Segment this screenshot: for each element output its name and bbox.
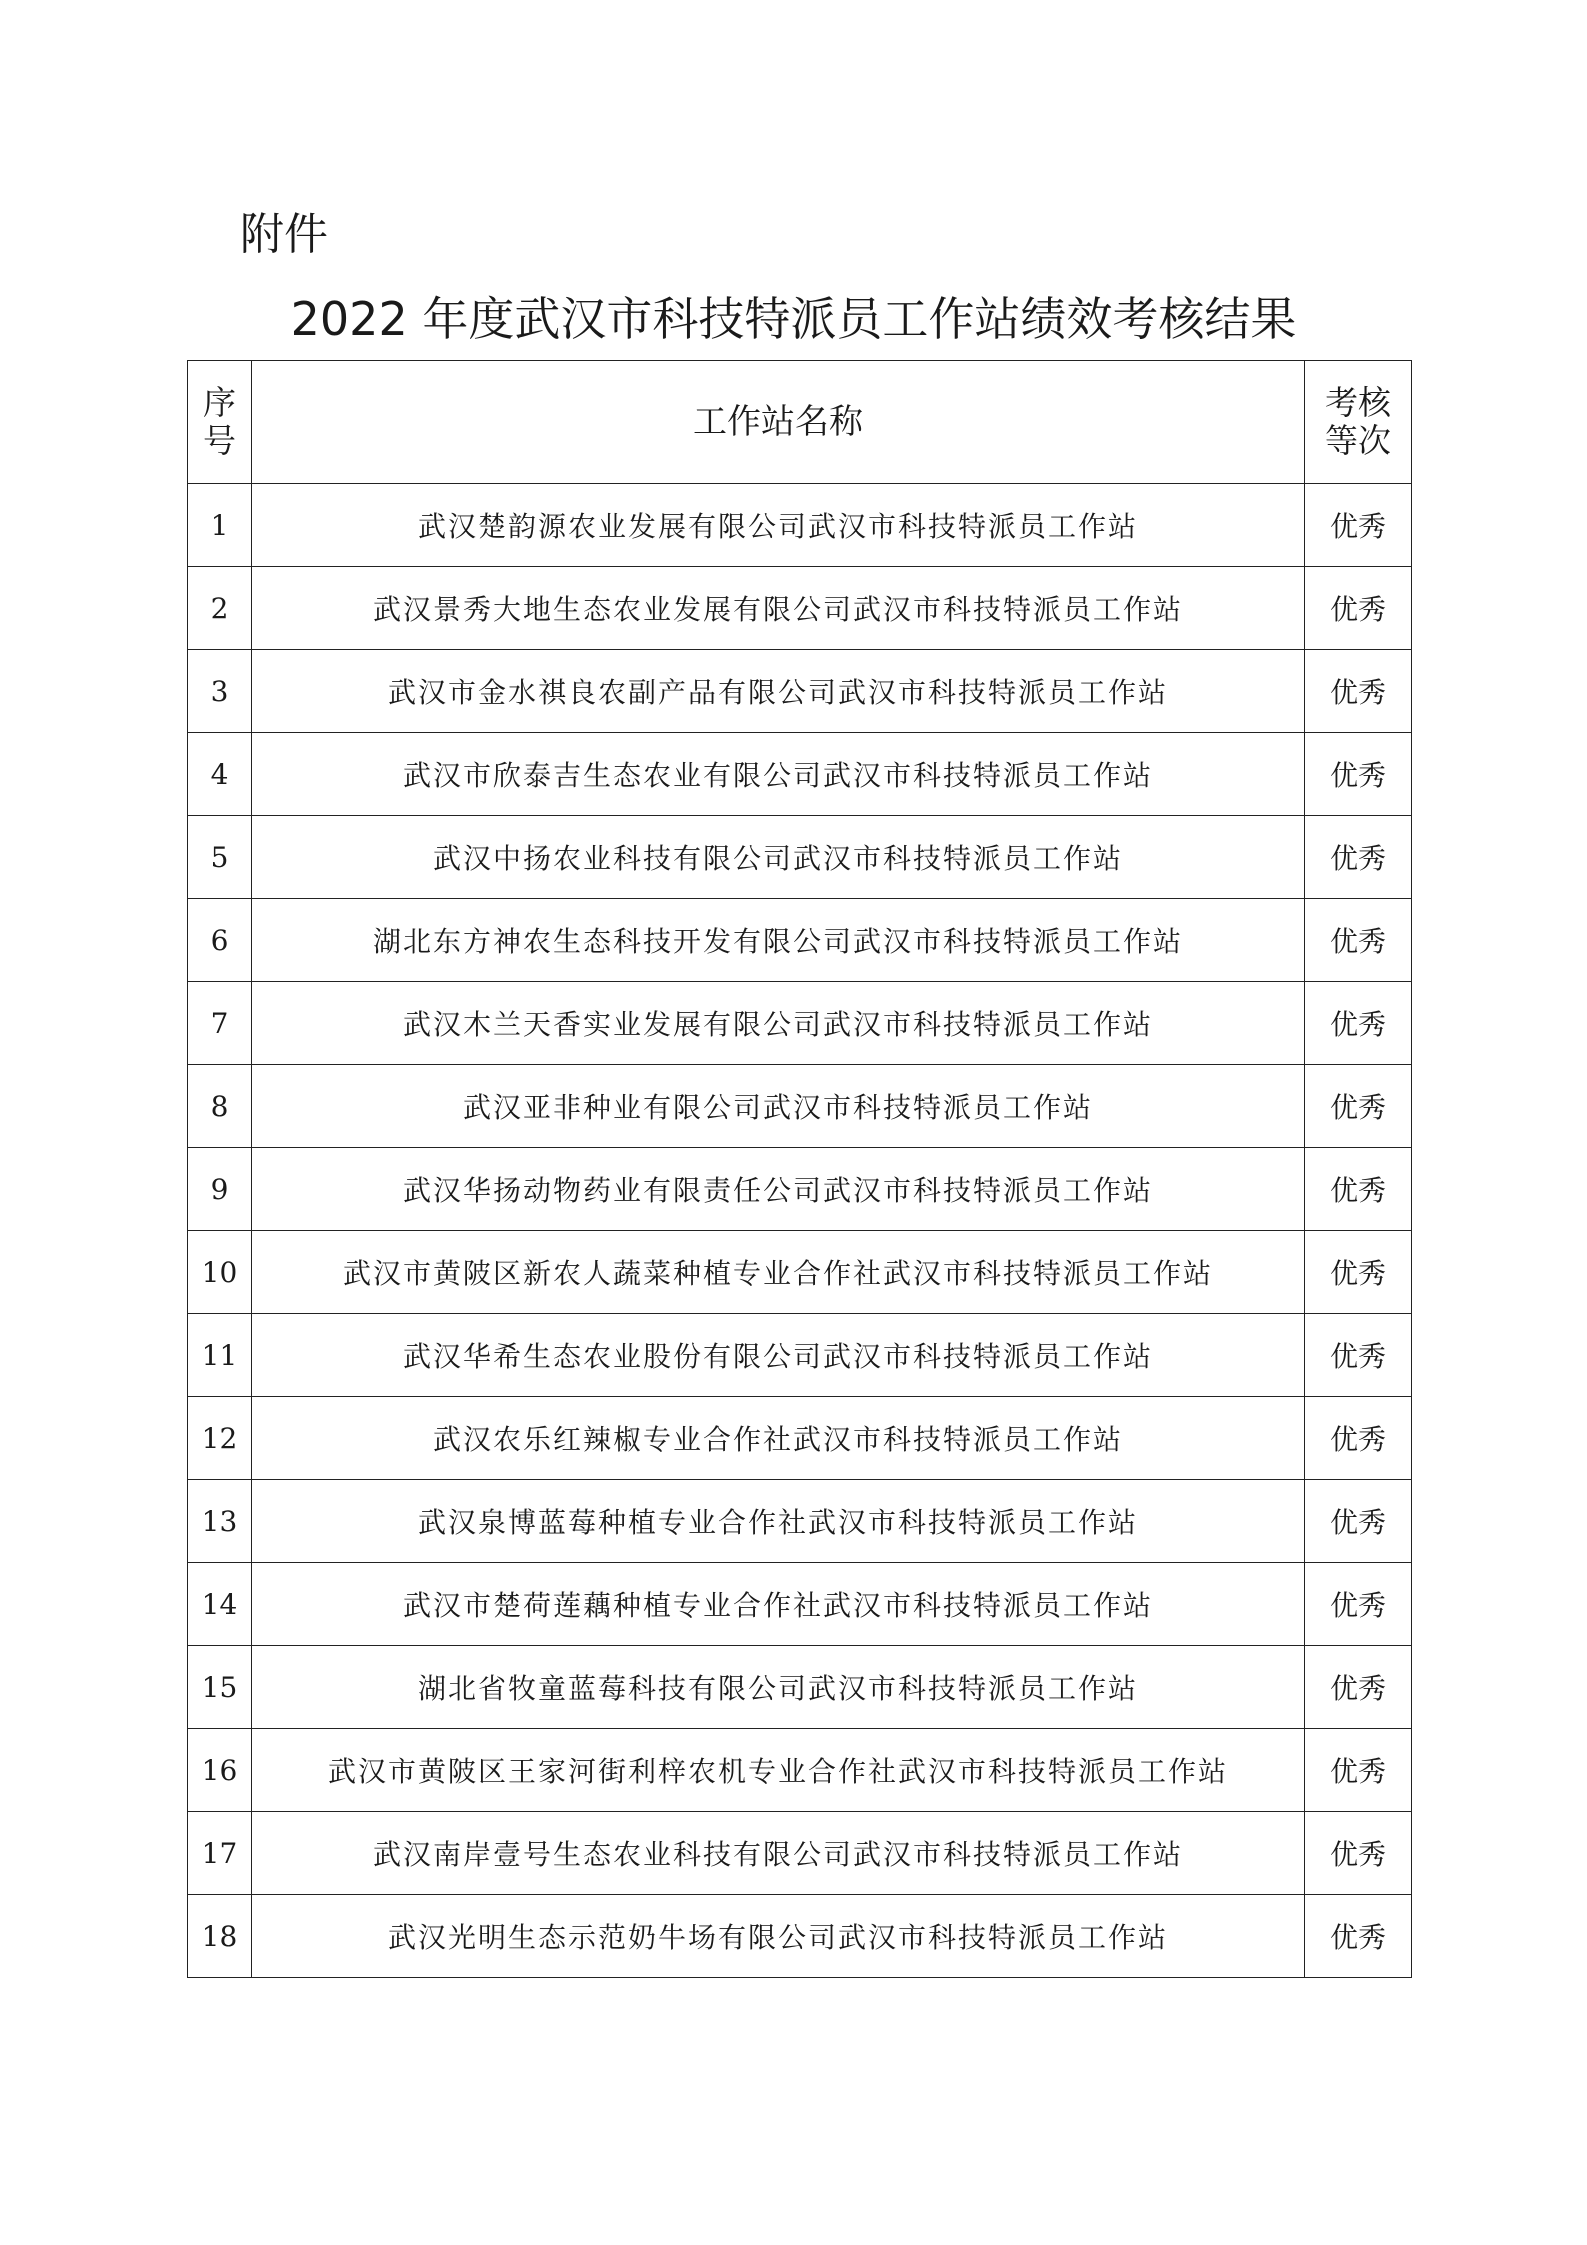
serial-number-cell: 5 xyxy=(188,816,252,899)
document-title: 2022 年度武汉市科技特派员工作站绩效考核结果 xyxy=(290,292,1297,346)
grade-cell: 优秀 xyxy=(1305,567,1412,650)
station-name-cell: 武汉华希生态农业股份有限公司武汉市科技特派员工作站 xyxy=(252,1314,1305,1397)
station-name-cell: 湖北省牧童蓝莓科技有限公司武汉市科技特派员工作站 xyxy=(252,1646,1305,1729)
serial-number-cell: 16 xyxy=(188,1729,252,1812)
table-row xyxy=(188,899,1412,982)
table-row xyxy=(188,1397,1412,1480)
serial-number-cell: 7 xyxy=(188,982,252,1065)
header-grade-line2: 等次 xyxy=(1325,421,1391,460)
station-name-cell: 武汉市黄陂区王家河街利梓农机专业合作社武汉市科技特派员工作站 xyxy=(252,1729,1305,1812)
grade-cell: 优秀 xyxy=(1305,1480,1412,1563)
results-table xyxy=(187,360,1412,1978)
table-header xyxy=(188,361,1412,484)
serial-number-cell: 3 xyxy=(188,650,252,733)
table-row xyxy=(188,484,1412,567)
table-row xyxy=(188,650,1412,733)
table-row xyxy=(188,1480,1412,1563)
serial-number-cell: 1 xyxy=(188,484,252,567)
station-name-cell: 武汉中扬农业科技有限公司武汉市科技特派员工作站 xyxy=(252,816,1305,899)
station-name-cell: 武汉农乐红辣椒专业合作社武汉市科技特派员工作站 xyxy=(252,1397,1305,1480)
attachment-label: 附件 xyxy=(240,209,328,260)
grade-cell: 优秀 xyxy=(1305,733,1412,816)
serial-number-cell: 9 xyxy=(188,1148,252,1231)
table-row xyxy=(188,1148,1412,1231)
serial-number-cell: 4 xyxy=(188,733,252,816)
header-grade-line1: 考核 xyxy=(1325,383,1391,422)
table-row xyxy=(188,1563,1412,1646)
station-name-cell: 武汉光明生态示范奶牛场有限公司武汉市科技特派员工作站 xyxy=(252,1895,1305,1978)
header-grade xyxy=(1305,361,1412,484)
table-row xyxy=(188,733,1412,816)
serial-number-cell: 6 xyxy=(188,899,252,982)
grade-cell: 优秀 xyxy=(1305,1729,1412,1812)
header-serial-number xyxy=(188,361,252,484)
header-row xyxy=(188,361,1412,484)
grade-cell: 优秀 xyxy=(1305,484,1412,567)
serial-number-cell: 11 xyxy=(188,1314,252,1397)
serial-number-cell: 13 xyxy=(188,1480,252,1563)
station-name-cell: 武汉市楚荷莲藕种植专业合作社武汉市科技特派员工作站 xyxy=(252,1563,1305,1646)
table-row xyxy=(188,1812,1412,1895)
grade-cell: 优秀 xyxy=(1305,1646,1412,1729)
serial-number-cell: 14 xyxy=(188,1563,252,1646)
station-name-cell: 武汉亚非种业有限公司武汉市科技特派员工作站 xyxy=(252,1065,1305,1148)
header-station-name: 工作站名称 xyxy=(252,361,1305,484)
grade-cell: 优秀 xyxy=(1305,1812,1412,1895)
station-name-cell: 武汉华扬动物药业有限责任公司武汉市科技特派员工作站 xyxy=(252,1148,1305,1231)
grade-cell: 优秀 xyxy=(1305,650,1412,733)
grade-cell: 优秀 xyxy=(1305,982,1412,1065)
table-row xyxy=(188,816,1412,899)
serial-number-cell: 2 xyxy=(188,567,252,650)
table-body xyxy=(188,484,1412,1978)
station-name-cell: 武汉楚韵源农业发展有限公司武汉市科技特派员工作站 xyxy=(252,484,1305,567)
grade-cell: 优秀 xyxy=(1305,1065,1412,1148)
grade-cell: 优秀 xyxy=(1305,1895,1412,1978)
table-row xyxy=(188,1895,1412,1978)
table-row xyxy=(188,1646,1412,1729)
serial-number-cell: 18 xyxy=(188,1895,252,1978)
grade-cell: 优秀 xyxy=(1305,1314,1412,1397)
grade-cell: 优秀 xyxy=(1305,899,1412,982)
serial-number-cell: 15 xyxy=(188,1646,252,1729)
station-name-cell: 武汉市黄陂区新农人蔬菜种植专业合作社武汉市科技特派员工作站 xyxy=(252,1231,1305,1314)
station-name-cell: 武汉市欣泰吉生态农业有限公司武汉市科技特派员工作站 xyxy=(252,733,1305,816)
grade-cell: 优秀 xyxy=(1305,1397,1412,1480)
header-serial-line1: 序 xyxy=(203,383,236,422)
serial-number-cell: 8 xyxy=(188,1065,252,1148)
table-row xyxy=(188,982,1412,1065)
header-serial-line2: 号 xyxy=(203,421,236,460)
station-name-cell: 武汉南岸壹号生态农业科技有限公司武汉市科技特派员工作站 xyxy=(252,1812,1305,1895)
table-row xyxy=(188,1231,1412,1314)
station-name-cell: 武汉景秀大地生态农业发展有限公司武汉市科技特派员工作站 xyxy=(252,567,1305,650)
table-row xyxy=(188,1065,1412,1148)
serial-number-cell: 10 xyxy=(188,1231,252,1314)
serial-number-cell: 17 xyxy=(188,1812,252,1895)
table-row xyxy=(188,1729,1412,1812)
station-name-cell: 武汉木兰天香实业发展有限公司武汉市科技特派员工作站 xyxy=(252,982,1305,1065)
grade-cell: 优秀 xyxy=(1305,816,1412,899)
station-name-cell: 武汉市金水祺良农副产品有限公司武汉市科技特派员工作站 xyxy=(252,650,1305,733)
grade-cell: 优秀 xyxy=(1305,1231,1412,1314)
station-name-cell: 湖北东方神农生态科技开发有限公司武汉市科技特派员工作站 xyxy=(252,899,1305,982)
station-name-cell: 武汉泉博蓝莓种植专业合作社武汉市科技特派员工作站 xyxy=(252,1480,1305,1563)
serial-number-cell: 12 xyxy=(188,1397,252,1480)
grade-cell: 优秀 xyxy=(1305,1563,1412,1646)
table-row xyxy=(188,1314,1412,1397)
table-row xyxy=(188,567,1412,650)
grade-cell: 优秀 xyxy=(1305,1148,1412,1231)
